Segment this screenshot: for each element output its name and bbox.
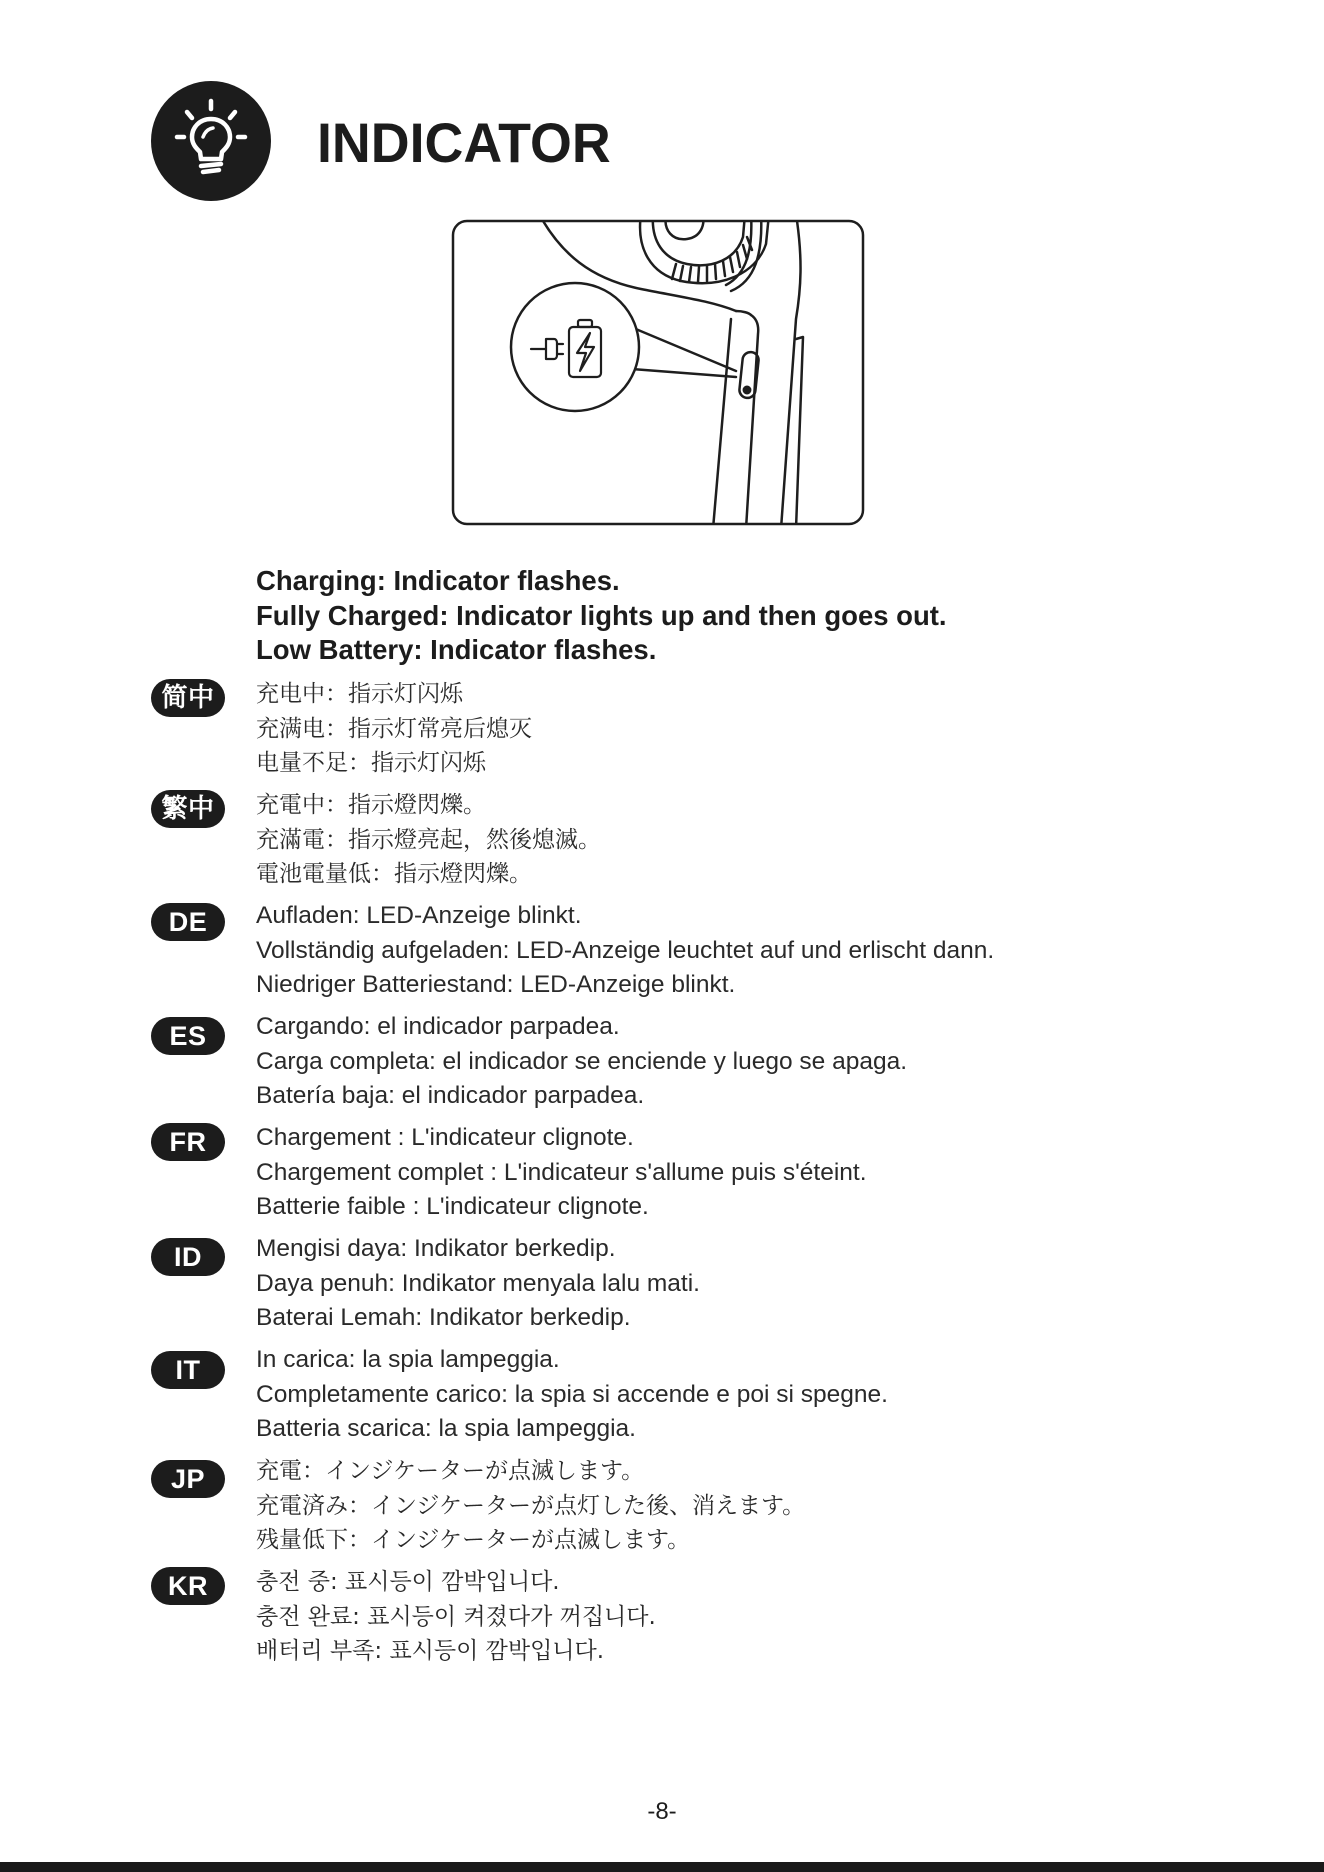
english-line-fully-charged: Fully Charged: Indicator lights up and then goes out.	[256, 599, 947, 631]
lang-line: Mengisi daya: Indikator berkedip.	[256, 1235, 616, 1262]
lang-line: 충전 완료: 표시등이 켜졌다가 꺼집니다.	[256, 1603, 656, 1630]
lang-badge: ID	[151, 1238, 225, 1276]
lang-line: Batteria scarica: la spia lampeggia.	[256, 1415, 636, 1443]
lang-line: Cargando: el indicador parpadea.	[256, 1013, 620, 1040]
lang-badge: FR	[151, 1123, 225, 1161]
lang-lines	[256, 1454, 805, 1558]
lang-line: Batterie faible : L'indicateur clignote.	[256, 1193, 649, 1221]
lang-badge: 简中	[151, 679, 225, 717]
english-instructions	[256, 564, 947, 668]
footer-rule	[0, 1862, 1324, 1872]
lang-lines	[256, 1343, 888, 1447]
lang-line: Daya penuh: Indikator menyala lalu mati.	[256, 1269, 700, 1297]
lang-lines	[256, 677, 532, 781]
lang-badge: ES	[151, 1017, 225, 1055]
lang-lines	[256, 1565, 656, 1669]
lang-badge: DE	[151, 903, 225, 941]
page-number: -8-	[647, 1798, 677, 1825]
lang-lines	[256, 1010, 907, 1114]
lang-line: Niedriger Batteriestand: LED-Anzeige blinkt.	[256, 971, 736, 999]
lang-line: Chargement : L'indicateur clignote.	[256, 1124, 634, 1151]
lang-badge: 繁中	[151, 790, 225, 828]
lang-line: Completamente carico: la spia si accende e poi si spegne.	[256, 1380, 888, 1408]
lang-badge: KR	[151, 1567, 225, 1605]
lang-badge: JP	[151, 1460, 225, 1498]
page-title: INDICATOR	[317, 111, 611, 174]
lang-line: 残量低下：インジケーターが点滅します。	[256, 1527, 691, 1554]
english-line-low-battery: Low Battery: Indicator flashes.	[256, 634, 657, 665]
lang-line: 充電済み：インジケーターが点灯した後、消えます。	[256, 1492, 806, 1519]
lang-lines	[256, 1121, 867, 1225]
lang-lines	[256, 788, 601, 892]
lang-line: Baterai Lemah: Indikator berkedip.	[256, 1304, 631, 1332]
lang-line: 充电中：指示灯闪烁	[256, 681, 463, 707]
lang-lines	[256, 1232, 700, 1336]
english-line-charging: Charging: Indicator flashes.	[256, 565, 620, 596]
device-illustration	[451, 219, 865, 526]
lang-line: 충전 중: 표시등이 깜박입니다.	[256, 1569, 560, 1595]
lang-line: Aufladen: LED-Anzeige blinkt.	[256, 902, 582, 929]
lang-lines	[256, 899, 994, 1003]
lang-line: 充電中：指示燈閃爍。	[256, 792, 486, 818]
lang-line: 电量不足：指示灯闪烁	[256, 750, 486, 777]
lang-line: Batería baja: el indicador parpadea.	[256, 1082, 645, 1110]
lang-line: 充满电：指示灯常亮后熄灭	[256, 715, 532, 742]
light-bulb-icon	[151, 81, 271, 201]
lang-line: Carga completa: el indicador se enciende y luego se apaga.	[256, 1047, 908, 1075]
lang-badge: IT	[151, 1351, 225, 1389]
lang-line: 電池電量低：指示燈閃爍。	[256, 861, 532, 888]
lang-line: 充電：インジケーターが点滅します。	[256, 1458, 645, 1484]
lang-line: 充滿電：指示燈亮起，然後熄滅。	[256, 826, 601, 853]
lang-line: Vollständig aufgeladen: LED-Anzeige leuchtet auf und erlischt dann.	[256, 936, 995, 964]
lang-line: In carica: la spia lampeggia.	[256, 1346, 560, 1373]
lang-line: Chargement complet : L'indicateur s'allume puis s'éteint.	[256, 1158, 867, 1186]
lang-line: 배터리 부족: 표시등이 깜박입니다.	[256, 1638, 605, 1665]
